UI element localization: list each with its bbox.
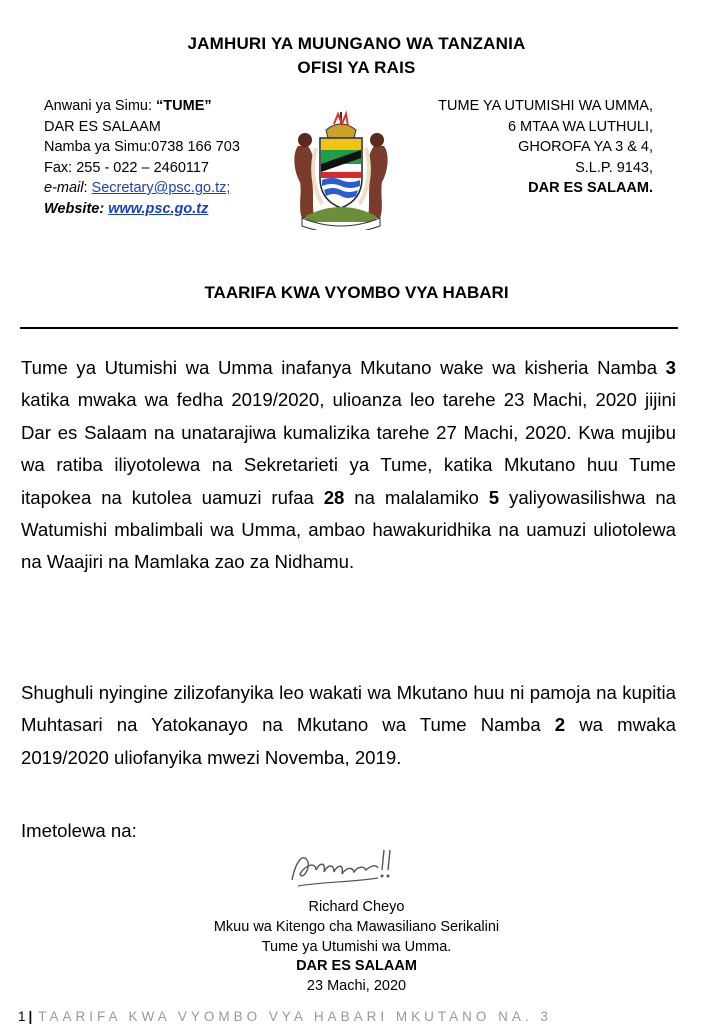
header-line-1: JAMHURI YA MUUNGANO WA TANZANIA [187, 34, 526, 53]
address-line-2: 6 MTAA WA LUTHULI, [507, 118, 653, 135]
signatory-organization: Tume ya Utumishi wa Umma. [261, 938, 452, 955]
signatory-name: Richard Cheyo [308, 899, 405, 915]
signatory-block [0, 898, 713, 997]
contact-left [44, 96, 294, 219]
header-line-2: OFISI YA RAIS [297, 58, 416, 77]
address-line-1: TUME YA UTUMISHI WA UMMA, [438, 98, 653, 114]
page-number: 1 [18, 1009, 26, 1024]
telegram-value: “TUME” [156, 98, 212, 114]
contact-right [373, 96, 653, 199]
address-line-5: DAR ES SALAAM. [528, 180, 653, 196]
handwritten-signature [282, 840, 412, 896]
telegram-address [44, 96, 294, 117]
phone: Namba ya Simu:0738 166 703 [44, 139, 240, 155]
press-release-title: TAARIFA KWA VYOMBO VYA HABARI [204, 283, 509, 302]
address-line-3: GHOROFA YA 3 & 4, [518, 139, 653, 155]
city: DAR ES SALAAM [44, 118, 161, 135]
signatory-place: DAR ES SALAAM [296, 958, 417, 975]
divider [20, 327, 678, 329]
footer-text: TAARIFA KWA VYOMBO VYA HABARI MKUTANO NA. 3 [38, 1009, 552, 1024]
signatory-date: 23 Machi, 2020 [306, 978, 407, 995]
paragraph-2: Shughuli nyingine zilizofanyika leo wakati wa Mkutano huu ni pamoja na kupitia Muhtasari na Yatokanayo na Mkutano wa Tume Namba 2 wa mwaka 2019/2020 uliofanyika mwezi Novemba, 2019. [21, 682, 676, 768]
email-link[interactable]: Secretary@psc.go.tz; [91, 180, 231, 196]
telegram-label: Anwani ya Simu: [44, 98, 152, 114]
issued-by-label: Imetolewa na: [21, 820, 137, 841]
website [44, 199, 294, 220]
address-line-4: S.L.P. 9143, [575, 159, 653, 176]
email: e-mail: Secretary@psc.go.tz; [44, 180, 231, 196]
fax: Fax: 255 - 022 – 2460117 [44, 159, 209, 176]
footer-separator: | [28, 1009, 33, 1024]
email-label: e-mail [44, 180, 84, 196]
website-label: Website: [44, 200, 105, 217]
website-link[interactable]: www.psc.go.tz [108, 200, 209, 217]
footer [18, 1009, 552, 1024]
signatory-position: Mkuu wa Kitengo cha Mawasiliano Serikalini [213, 918, 500, 935]
paragraph-1: Tume ya Utumishi wa Umma inafanya Mkutano wake wa kisheria Namba 3 katika mwaka wa fedha 2019/2020, ulioanza leo tarehe 23 Machi, 2020 jijini Dar es Salaam na unatarajiwa kumalizika tarehe 27 Machi, 2020. Kwa mujibu wa ratiba iliyotolewa na Sekretarieti ya Tume, katika Mkutano huu Tume itapokea na kutolea uamuzi rufaa 28 na malalamiko 5 yaliyowasilishwa na Watumishi mbalimbali wa Umma, ambao hawakuridhika na uamuzi uliotolewa na Waajiri na Mamlaka zao za Nidhamu. [21, 357, 677, 573]
